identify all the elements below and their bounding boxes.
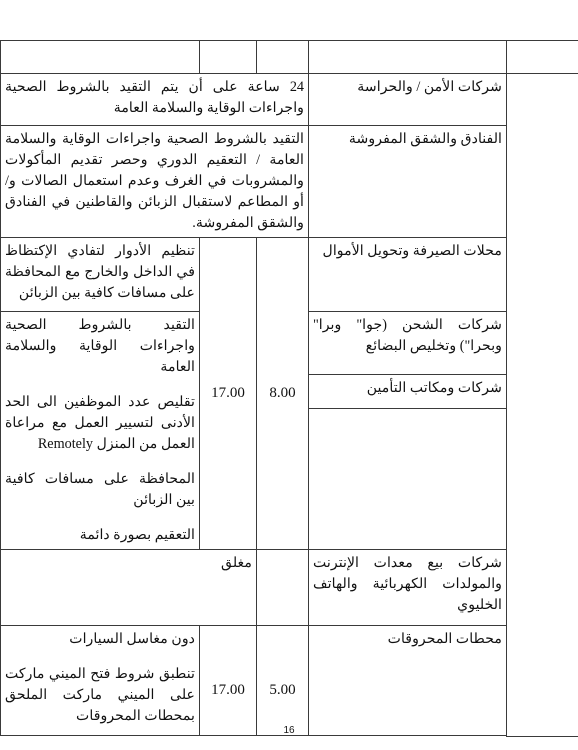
table-row xyxy=(1,238,578,312)
measures-cell xyxy=(1,126,309,238)
header-cell xyxy=(200,41,257,74)
measure-text: التعقيم بصورة دائمة xyxy=(79,527,195,543)
measure-text: دون مغاسل السيارات xyxy=(69,631,195,647)
sector-cell: شركات بيع معدات الإنترنت والمولدات الكهربائية والهاتف الخليوي xyxy=(309,550,507,626)
measures-cell xyxy=(1,238,200,312)
header-cell xyxy=(309,41,507,74)
measure-text: تقليص عدد الموظفين الى الحد الأدنى لتسيير العمل مع مراعاة العمل من المنزل Remotely xyxy=(5,394,195,452)
table-row xyxy=(1,550,578,626)
measures-cell xyxy=(1,74,309,126)
table-row xyxy=(1,626,578,736)
sector-cell: محلات الصيرفة وتحويل الأموال xyxy=(309,238,507,312)
measure-text: التقيد بالشروط الصحية واجراءات الوقاية والسلامة العامة xyxy=(5,317,195,375)
header-cell xyxy=(507,41,578,74)
sector-cell: محطات المحروقات xyxy=(309,626,507,736)
closing-time-cell: 17.00 xyxy=(200,238,257,550)
closing-time-cell: 17.00 xyxy=(200,626,257,736)
measures-cell xyxy=(1,312,200,550)
header-cell xyxy=(257,41,309,74)
sector-cell xyxy=(309,409,507,550)
measure-text: المحافظة على مسافات كافية بين الزبائن xyxy=(5,471,195,508)
measure-text: تنطبق شروط فتح الميني ماركت على الميني ماركت الملحق بمحطات المحروقات xyxy=(5,666,195,724)
table-row xyxy=(1,74,578,126)
opening-time-cell xyxy=(257,550,309,626)
status-cell xyxy=(1,550,257,626)
measures-table xyxy=(0,40,578,737)
opening-time-cell: 8.00 xyxy=(257,238,309,550)
status-closed: مغلق xyxy=(221,555,252,571)
table-header-row xyxy=(1,41,578,74)
sector-cell: شركات الشحن (جوا" وبرا" وبحرا") وتخليص البضائع xyxy=(309,312,507,375)
sector-cell: شركات ومكاتب التأمين xyxy=(309,374,507,409)
opening-time-cell: 5.00 xyxy=(257,626,309,736)
measure-text: 24 ساعة على أن يتم التقيد بالشروط الصحية واجراءات الوقاية والسلامة العامة xyxy=(5,79,304,116)
sector-cell: الفنادق والشقق المفروشة xyxy=(309,126,507,238)
header-cell xyxy=(1,41,200,74)
measure-text: تنظيم الأدوار لتفادي الإكتظاظ في الداخل والخارج مع المحافظة على مسافات كافية بين الزبائن xyxy=(5,243,195,301)
table-row xyxy=(1,126,578,238)
page-number: 16 xyxy=(283,725,295,736)
side-column-cell xyxy=(507,74,578,737)
sector-cell: شركات الأمن / والحراسة xyxy=(309,74,507,126)
measure-text: التقيد بالشروط الصحية واجراءات الوقاية والسلامة العامة / التعقيم الدوري وحصر تقديم المأكولات والمشروبات في الغرف وعدم استعمال الصالات و/أو المطاعم لاستقبال الزبائن والقاطنين في الفنادق والشقق المفروشة. xyxy=(5,131,304,231)
measures-cell xyxy=(1,626,200,736)
